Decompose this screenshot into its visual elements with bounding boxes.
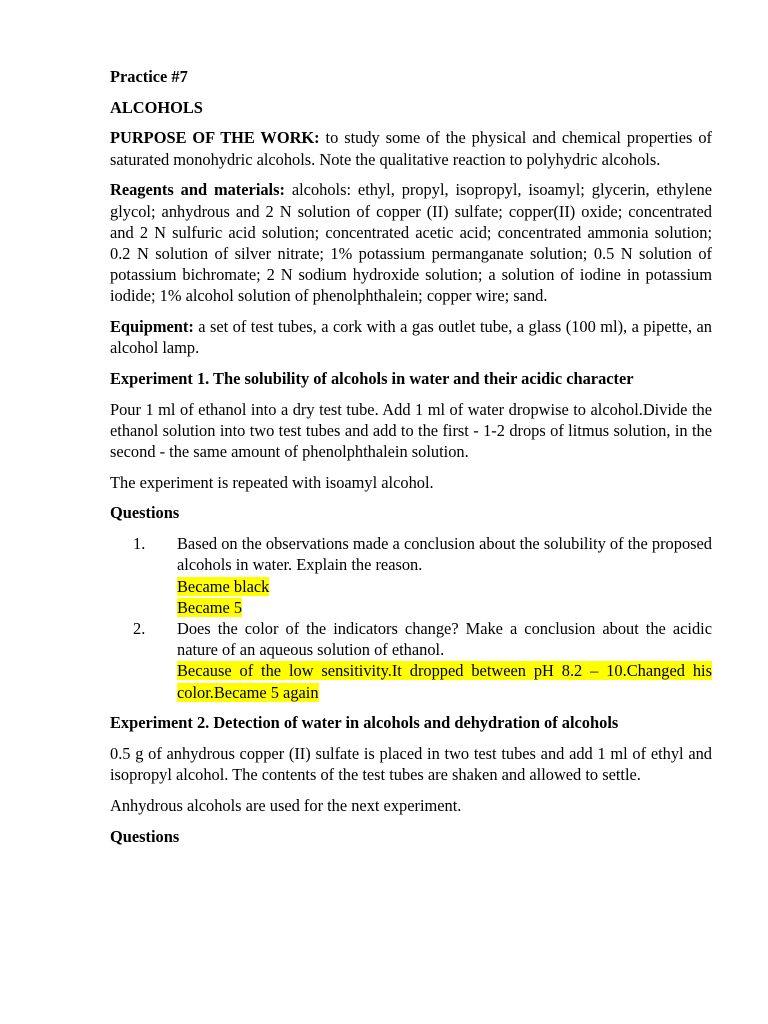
answer-highlight: Because of the low sensitivity.It dropped between pH 8.2 – 10.Changed his color.Became 5 again [177, 661, 712, 702]
experiment2-body: 0.5 g of anhydrous copper (II) sulfate is placed in two test tubes and add 1 ml of ethyl and isopropyl alcohol. The contents of the test tubes are shaken and allowed to settle. [110, 743, 712, 785]
question-number: 2. [133, 618, 146, 638]
experiment1-question-list [110, 533, 712, 703]
question-number: 1. [133, 534, 146, 554]
experiment1-body: Pour 1 ml of ethanol into a dry test tube. Add 1 ml of water dropwise to alcohol.Divide the ethanol solution into two test tubes and add to the first - 1-2 drops of litmus solution, in the second - the same amount of phenolphthalein solution. [110, 399, 712, 462]
equipment-paragraph [110, 316, 712, 358]
equipment-text: a set of test tubes, a cork with a gas outlet tube, a glass (100 ml), a pipette, an alcohol lamp. [110, 317, 712, 358]
question-text: Based on the observations made a conclusion about the solubility of the proposed alcohols in water. Explain the reason. [177, 534, 712, 575]
reagents-paragraph [110, 179, 712, 306]
experiment2-questions-label: Questions [110, 826, 180, 846]
experiment2-note: Anhydrous alcohols are used for the next experiment. [110, 795, 462, 815]
purpose-text: to study some of the physical and chemical properties of saturated monohydric alcohols. Note the qualitative reaction to polyhydric alcohols. [110, 128, 712, 169]
reagents-text: alcohols: ethyl, propyl, isopropyl, isoamyl; glycerin, ethylene glycol; anhydrous and 2 N solution of copper (II) sulfate; copper(II) oxide; concentrated and 2 N sulfuric acid solution; concentrated acetic acid; concentrated ammonia solution; 0.2 N solution of silver nitrate; 1% potassium permanganate solution; 0.5 N solution of potassium bichromate; 2 N sodium hydroxide solution; a solution of iodine in potassium iodide; 1% alcohol solution of phenolphthalein; copper wire; sand. [110, 180, 712, 306]
question-item [110, 533, 712, 618]
question-item [110, 618, 712, 703]
experiment2-title: Experiment 2. Detection of water in alcohols and dehydration of alcohols [110, 713, 619, 733]
purpose-paragraph [110, 127, 712, 169]
purpose-label: PURPOSE OF THE WORK: [110, 128, 320, 148]
answer-highlight: Became black [177, 576, 270, 596]
reagents-label: Reagents and materials: [110, 180, 285, 200]
answer-highlight: Became 5 [177, 597, 243, 617]
experiment1-title: Experiment 1. The solubility of alcohols in water and their acidic character [110, 368, 634, 388]
experiment1-questions-label: Questions [110, 503, 180, 523]
question-text: Does the color of the indicators change? Make a conclusion about the acidic nature of an aqueous solution of ethanol. [177, 618, 712, 660]
document-heading: ALCOHOLS [110, 97, 203, 117]
practice-title: Practice #7 [110, 67, 188, 86]
equipment-label: Equipment: [110, 317, 194, 337]
experiment1-repeat: The experiment is repeated with isoamyl alcohol. [110, 472, 434, 492]
